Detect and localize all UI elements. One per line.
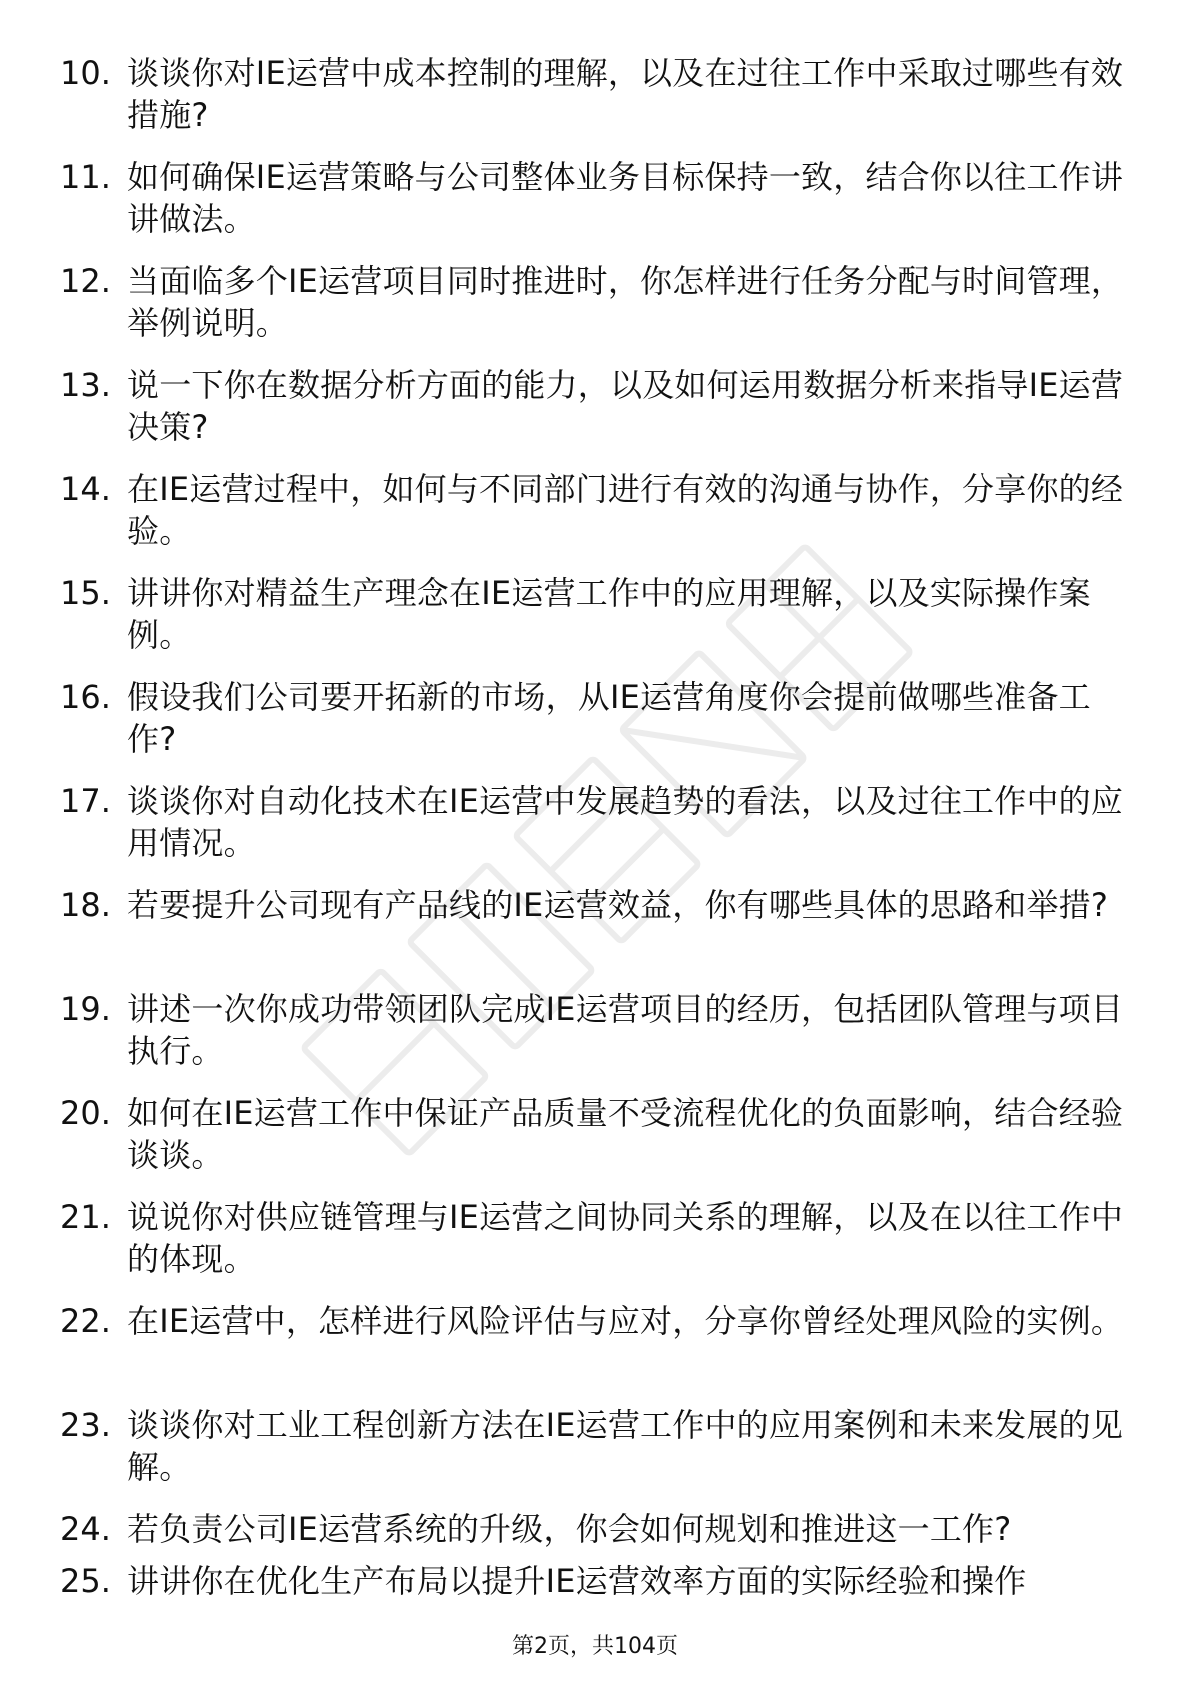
question-text: 在IE运营中，怎样进行风险评估与应对，分享你曾经处理风险的实例。 [127,1302,1124,1340]
question-text: 说一下你在数据分析方面的能力，以及如何运用数据分析来指导IE运营决策? [127,366,1124,446]
question-text: 假设我们公司要开拓新的市场，从IE运营角度你会提前做哪些准备工作? [127,678,1091,758]
question-text: 若负责公司IE运营系统的升级，你会如何规划和推进这一工作? [127,1510,1012,1548]
page-number: 第2页，共104页 [512,1634,678,1659]
question-item [60,676,1140,780]
question-text: 谈谈你对工业工程创新方法在IE运营工作中的应用案例和未来发展的见解。 [127,1406,1124,1486]
question-number: 25. [60,1562,111,1600]
question-list [60,52,1140,1612]
question-number: 16. [60,678,111,716]
question-item [60,52,1140,156]
question-number: 20. [60,1094,111,1132]
question-number: 18. [60,886,111,924]
question-item [60,156,1140,260]
question-number: 22. [60,1302,111,1340]
question-text: 若要提升公司现有产品线的IE运营效益，你有哪些具体的思路和举措? [127,886,1109,924]
question-number: 11. [60,158,111,196]
question-text: 讲述一次你成功带领团队完成IE运营项目的经历，包括团队管理与项目执行。 [127,990,1124,1070]
question-number: 19. [60,990,111,1028]
question-text: 讲讲你在优化生产布局以提升IE运营效率方面的实际经验和操作 [127,1562,1027,1600]
question-item [60,468,1140,572]
question-text: 谈谈你对自动化技术在IE运营中发展趋势的看法，以及过往工作中的应用情况。 [127,782,1124,862]
question-text: 讲讲你对精益生产理念在IE运营工作中的应用理解，以及实际操作案例。 [127,574,1091,654]
question-number: 24. [60,1510,111,1548]
question-text: 如何在IE运营工作中保证产品质量不受流程优化的负面影响，结合经验谈谈。 [127,1094,1124,1174]
question-number: 14. [60,470,111,508]
question-item [60,988,1140,1092]
question-text: 如何确保IE运营策略与公司整体业务目标保持一致，结合你以往工作讲讲做法。 [127,158,1124,238]
question-text: 在IE运营过程中，如何与不同部门进行有效的沟通与协作，分享你的经验。 [127,470,1124,550]
question-item [60,1404,1140,1508]
question-number: 21. [60,1198,111,1236]
question-item [60,884,1140,988]
question-item [60,260,1140,364]
question-number: 23. [60,1406,111,1444]
question-text: 当面临多个IE运营项目同时推进时，你怎样进行任务分配与时间管理，举例说明。 [127,262,1124,342]
question-item [60,1300,1140,1404]
question-number: 17. [60,782,111,820]
question-number: 12. [60,262,111,300]
question-item [60,1560,1140,1612]
question-item [60,572,1140,676]
question-item [60,1196,1140,1300]
question-text: 谈谈你对IE运营中成本控制的理解，以及在过往工作中采取过哪些有效措施? [127,54,1124,134]
question-item [60,780,1140,884]
question-item [60,364,1140,468]
question-number: 15. [60,574,111,612]
question-text: 说说你对供应链管理与IE运营之间协同关系的理解，以及在以往工作中的体现。 [127,1198,1124,1278]
question-number: 13. [60,366,111,404]
question-item [60,1508,1140,1560]
question-number: 10. [60,54,111,92]
question-item [60,1092,1140,1196]
